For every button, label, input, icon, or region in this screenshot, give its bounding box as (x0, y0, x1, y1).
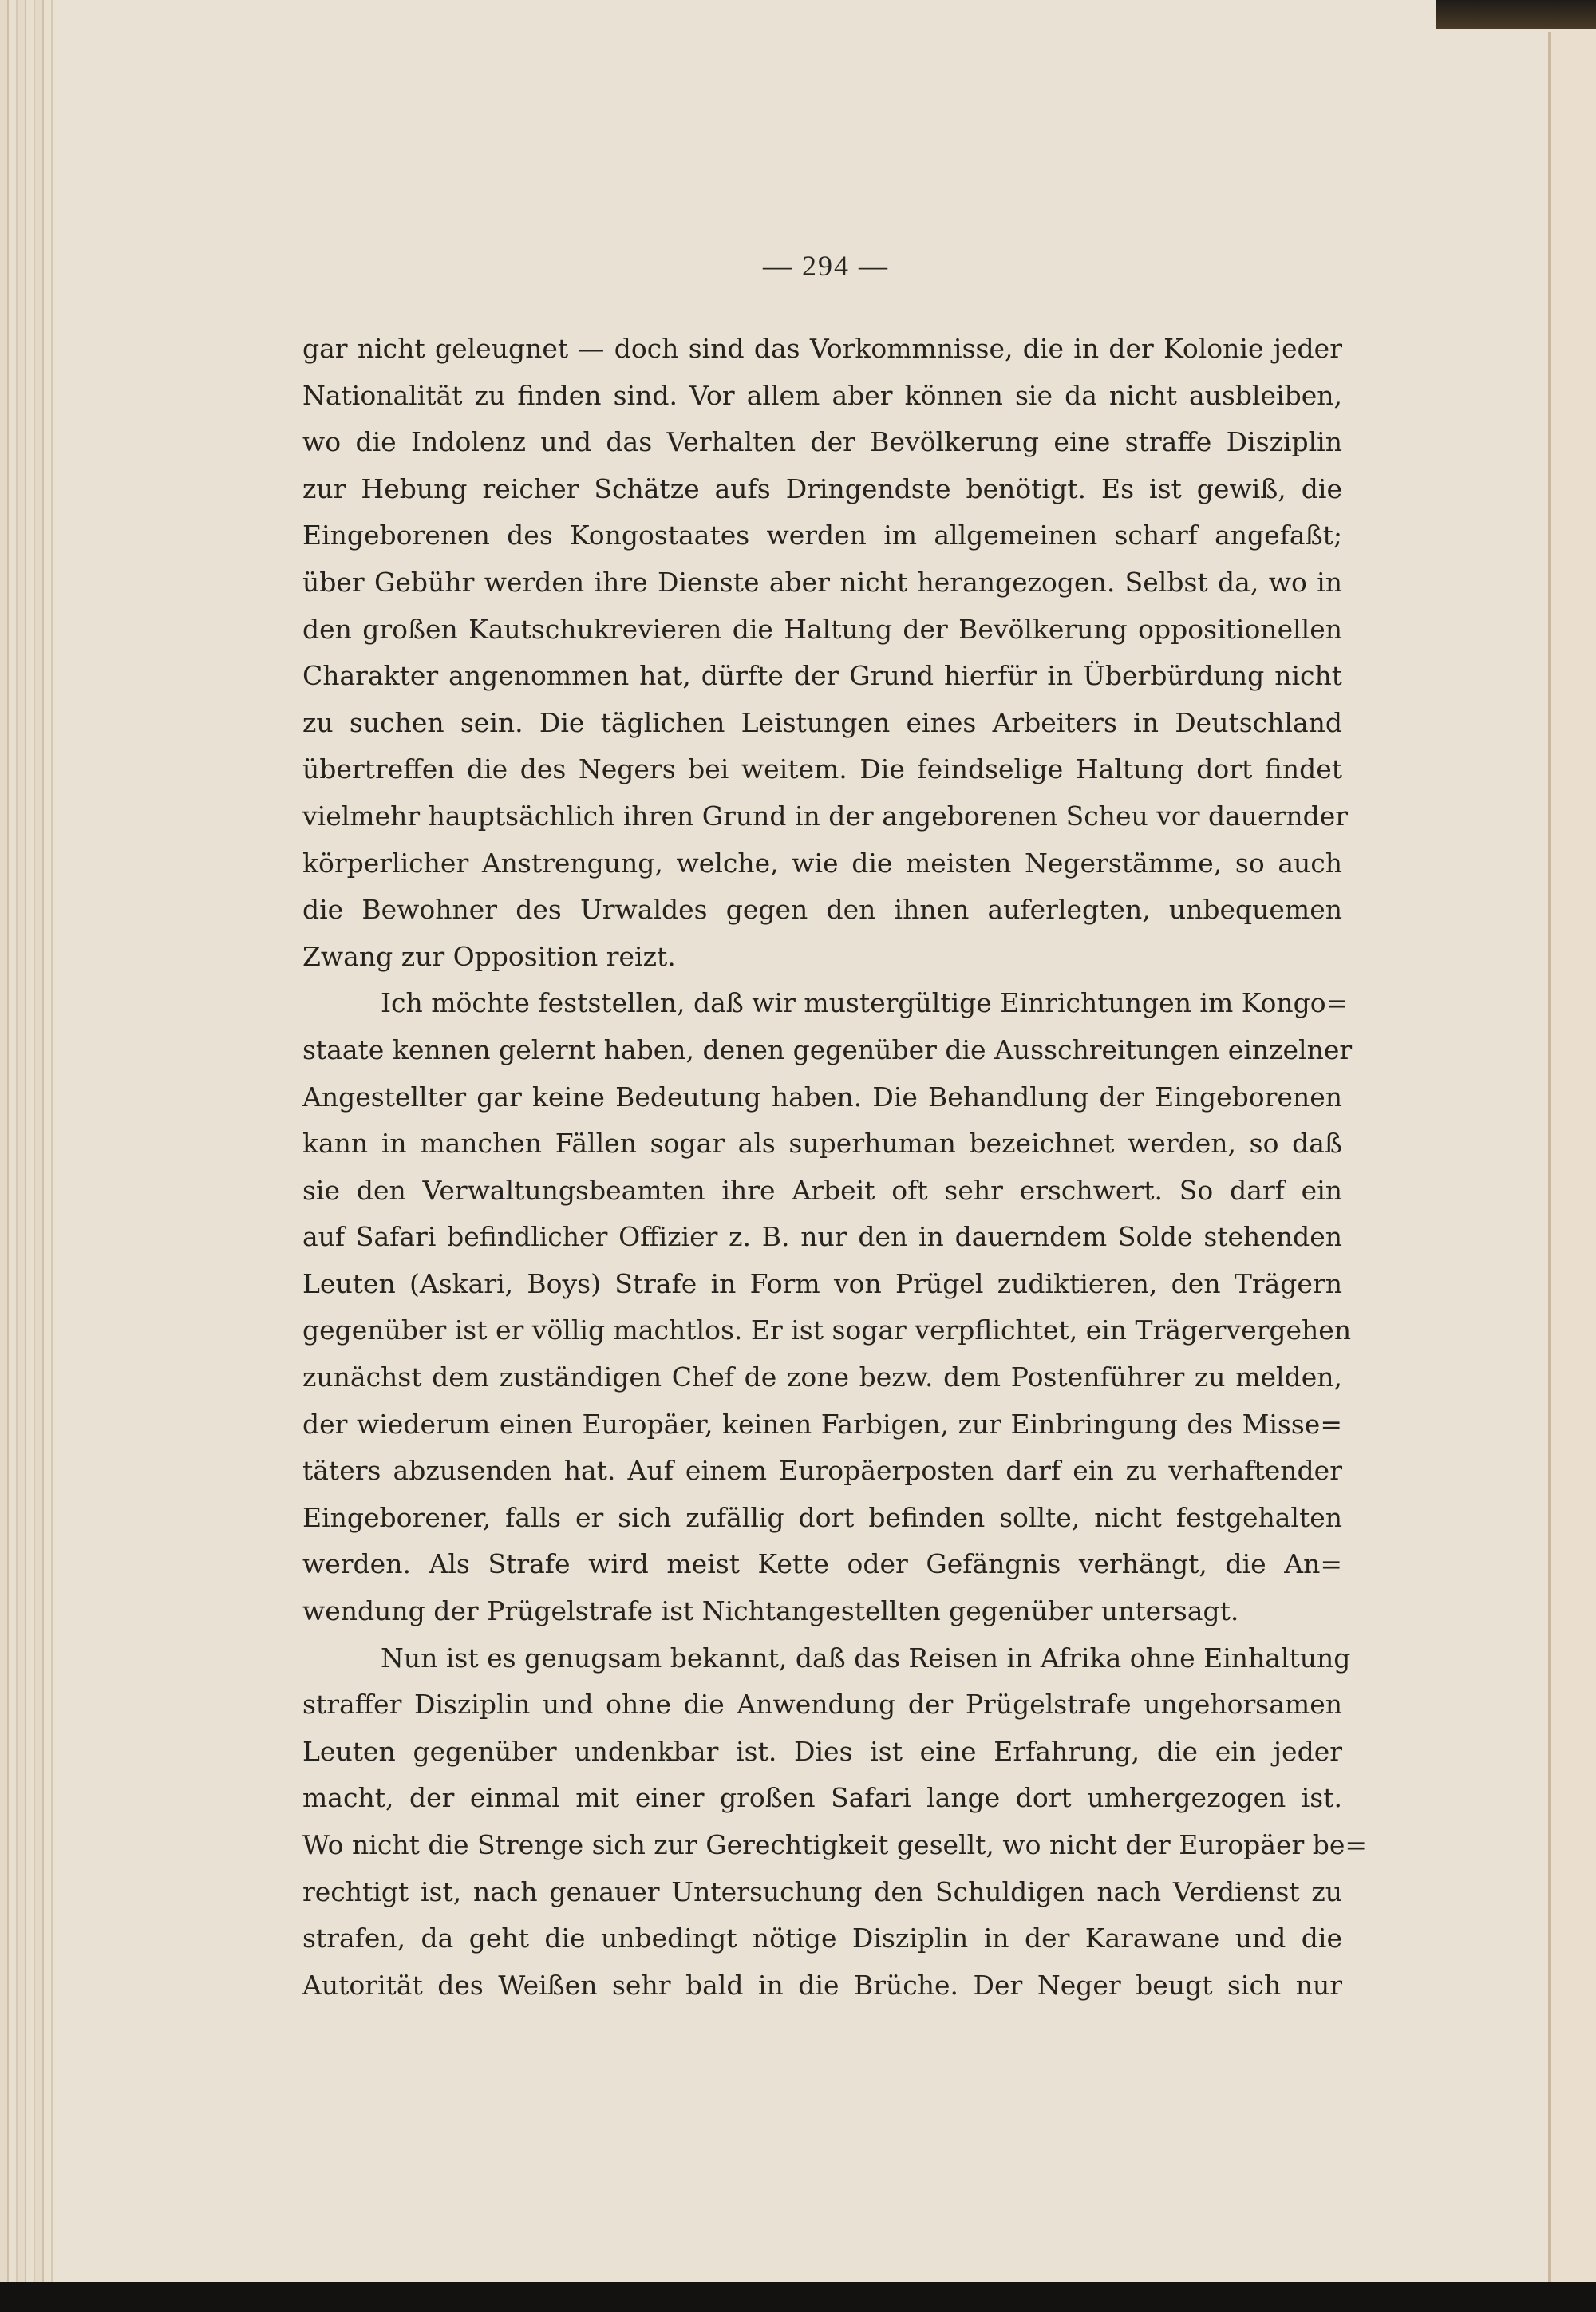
text-line: übertreffen die des Negers bei weitem. Die feindselige Haltung dort findet (302, 753, 1342, 785)
text-line: straffer Disziplin und ohne die Anwendung der Prügelstrafe ungehorsamen (302, 1689, 1342, 1721)
text-line: gegenüber ist er völlig machtlos. Er ist sogar verpflichtet, ein Trägervergehen (302, 1314, 1352, 1346)
scan-background-top (1436, 0, 1596, 29)
next-sheet-edge (1548, 32, 1596, 2282)
text-line: die Bewohner des Urwaldes gegen den ihnen auferlegten, unbequemen (302, 894, 1342, 926)
text-line: Wo nicht die Strenge sich zur Gerechtigkeit gesellt, wo nicht der Europäer be= (302, 1829, 1368, 1860)
text-line: Autorität des Weißen sehr bald in die Brüche. Der Neger beugt sich nur (302, 1969, 1342, 2001)
text-line: täters abzusenden hat. Auf einem Europäerposten darf ein zu verhaftender (302, 1455, 1342, 1487)
text-line: Nun ist es genugsam bekannt, daß das Reisen in Afrika ohne Einhaltung (381, 1642, 1351, 1674)
text-line: Ich möchte feststellen, daß wir mustergültige Einrichtungen im Kongo= (381, 987, 1349, 1019)
scan-background-bottom (0, 2282, 1596, 2312)
text-line: der wiederum einen Europäer, keinen Farbigen, zur Einbringung des Misse= (302, 1408, 1342, 1440)
text-line: Charakter angenommen hat, dürfte der Grund hierfür in Überbürdung nicht (302, 660, 1342, 692)
body-text (302, 326, 1368, 2009)
text-line: gar nicht geleugnet — doch sind das Vorkommnisse, die in der Kolonie jeder (302, 333, 1342, 364)
text-line: werden. Als Strafe wird meist Kette oder Gefängnis verhängt, die An= (302, 1548, 1342, 1580)
text-line: Leuten (Askari, Boys) Strafe in Form von Prügel zudiktieren, den Trägern (302, 1267, 1342, 1299)
text-line: den großen Kautschukrevieren die Haltung der Bevölkerung oppositionellen (302, 613, 1342, 645)
text-line: macht, der einmal mit einer großen Safari lange dort umhergezogen ist. (302, 1782, 1342, 1814)
text-line: kann in manchen Fällen sogar als superhuman bezeichnet werden, so daß (302, 1128, 1342, 1160)
text-line: vielmehr hauptsächlich ihren Grund in der angeborenen Scheu vor dauernder (302, 800, 1349, 832)
text-line: sie den Verwaltungsbeamten ihre Arbeit oft sehr erschwert. So darf ein (302, 1174, 1342, 1206)
text-line: Angestellter gar keine Bedeutung haben. Die Behandlung der Eingeborenen (302, 1081, 1342, 1113)
text-line: Nationalität zu finden sind. Vor allem aber können sie da nicht ausbleiben, (302, 379, 1342, 411)
page-number: — 294 — (763, 250, 889, 282)
text-line: über Gebühr werden ihre Dienste aber nicht herangezogen. Selbst da, wo in (302, 566, 1342, 598)
text-line: Eingeborener, falls er sich zufällig dort befinden sollte, nicht festgehalten (302, 1501, 1342, 1533)
text-line: wendung der Prügelstrafe ist Nichtangestellten gegenüber untersagt. (302, 1595, 1239, 1627)
text-line: zunächst dem zuständigen Chef de zone bezw. dem Postenführer zu melden, (302, 1362, 1342, 1393)
text-line: auf Safari befindlicher Offizier z. B. nur den in dauerndem Solde stehenden (302, 1221, 1342, 1253)
text-line: körperlicher Anstrengung, welche, wie die meisten Negerstämme, so auch (302, 847, 1342, 879)
text-line: wo die Indolenz und das Verhalten der Bevölkerung eine straffe Disziplin (302, 426, 1342, 458)
text-line: staate kennen gelernt haben, denen gegenüber die Ausschreitungen einzelner (302, 1033, 1353, 1065)
text-line: rechtigt ist, nach genauer Untersuchung den Schuldigen nach Verdienst zu (302, 1875, 1342, 1907)
text-line: Zwang zur Opposition reizt. (302, 940, 676, 972)
text-line: zu suchen sein. Die täglichen Leistungen eines Arbeiters in Deutschland (302, 706, 1342, 738)
text-line: Leuten gegenüber undenkbar ist. Dies ist eine Erfahrung, die ein jeder (302, 1735, 1342, 1767)
page-stack-edge (0, 0, 53, 2282)
text-line: zur Hebung reicher Schätze aufs Dringendste benötigt. Es ist gewiß, die (302, 472, 1342, 504)
text-line: strafen, da geht die unbedingt nötige Disziplin in der Karawane und die (302, 1923, 1342, 1954)
text-line: Eingeborenen des Kongostaates werden im allgemeinen scharf angefaßt; (302, 520, 1342, 551)
